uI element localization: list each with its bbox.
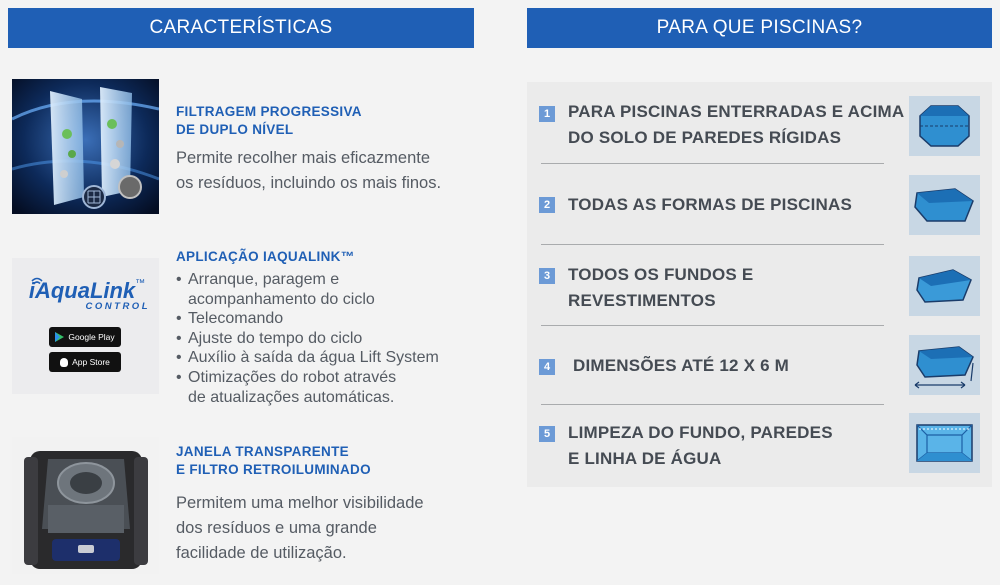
list-item: • Telecomando bbox=[176, 309, 439, 329]
apple-icon bbox=[60, 358, 68, 367]
google-play-badge[interactable]: Google Play bbox=[49, 327, 121, 347]
filter-basket-icon bbox=[12, 79, 159, 214]
pool-number-badge: 4 bbox=[539, 359, 555, 375]
list-item: • Arranque, paragem e bbox=[176, 270, 439, 290]
pool-type-label: PARA PISCINAS ENTERRADAS E ACIMA DO SOLO DE PAREDES RÍGIDAS bbox=[568, 102, 905, 147]
pool-type-label: TODAS AS FORMAS DE PISCINAS bbox=[568, 195, 853, 214]
feature-filtration-desc: Permite recolher mais eficazmente os resíduos, incluindo os mais finos. bbox=[176, 149, 442, 192]
feature-app-bullets bbox=[176, 270, 439, 407]
feature-window-desc: Permitem uma melhor visibilidade dos resíduos e uma grande facilidade de utilização. bbox=[176, 494, 424, 562]
octagon-pool-icon bbox=[909, 96, 980, 156]
feature-app-title: APLICAÇÃO IAQUALINK™ bbox=[176, 249, 355, 264]
divider bbox=[541, 163, 884, 164]
pool-robot-icon bbox=[12, 437, 159, 574]
pool-number-badge: 1 bbox=[539, 106, 555, 122]
pool-floor-icon bbox=[909, 256, 980, 316]
google-play-icon bbox=[55, 332, 64, 342]
feature-filtration-title: FILTRAGEM PROGRESSIVA DE DUPLO NÍVEL bbox=[176, 104, 362, 137]
list-item: • Auxílio à saída da água Lift System bbox=[176, 348, 439, 368]
robot-image bbox=[12, 437, 159, 574]
divider bbox=[541, 404, 884, 405]
list-item: acompanhamento do ciclo bbox=[188, 290, 375, 308]
pool-walls-icon bbox=[909, 413, 980, 473]
filtration-image bbox=[12, 79, 159, 214]
feature-window-title: JANELA TRANSPARENTE E FILTRO RETROILUMINADO bbox=[176, 444, 371, 477]
list-item: de atualizações automáticas. bbox=[188, 388, 395, 406]
wifi-icon bbox=[30, 276, 44, 288]
pool-type-label: LIMPEZA DO FUNDO, PAREDES E LINHA DE ÁGUA bbox=[568, 423, 833, 468]
features-header-label: CARACTERÍSTICAS bbox=[149, 17, 333, 38]
pool-number-badge: 2 bbox=[539, 197, 555, 213]
pool-dimensions-icon bbox=[909, 335, 980, 395]
app-store-badge[interactable]: App Store bbox=[49, 352, 121, 372]
pools-header bbox=[527, 8, 992, 48]
pool-types-panel bbox=[527, 82, 992, 487]
iaqualink-logo: iAquaLink™ CONTROL bbox=[28, 278, 150, 312]
features-header bbox=[8, 8, 474, 48]
pools-header-label: PARA QUE PISCINAS? bbox=[656, 17, 863, 38]
freeform-pool-icon bbox=[909, 175, 980, 235]
list-item: • Ajuste do tempo do ciclo bbox=[176, 329, 439, 349]
divider bbox=[541, 325, 884, 326]
divider bbox=[541, 244, 884, 245]
pool-number-badge: 3 bbox=[539, 268, 555, 284]
list-item: • Otimizações do robot através bbox=[176, 368, 439, 388]
pool-type-label: DIMENSÕES ATÉ 12 X 6 M bbox=[573, 356, 790, 375]
pool-number-badge: 5 bbox=[539, 426, 555, 442]
iaqualink-logo-card bbox=[12, 258, 159, 394]
pool-type-label: TODOS OS FUNDOS E REVESTIMENTOS bbox=[568, 265, 754, 310]
